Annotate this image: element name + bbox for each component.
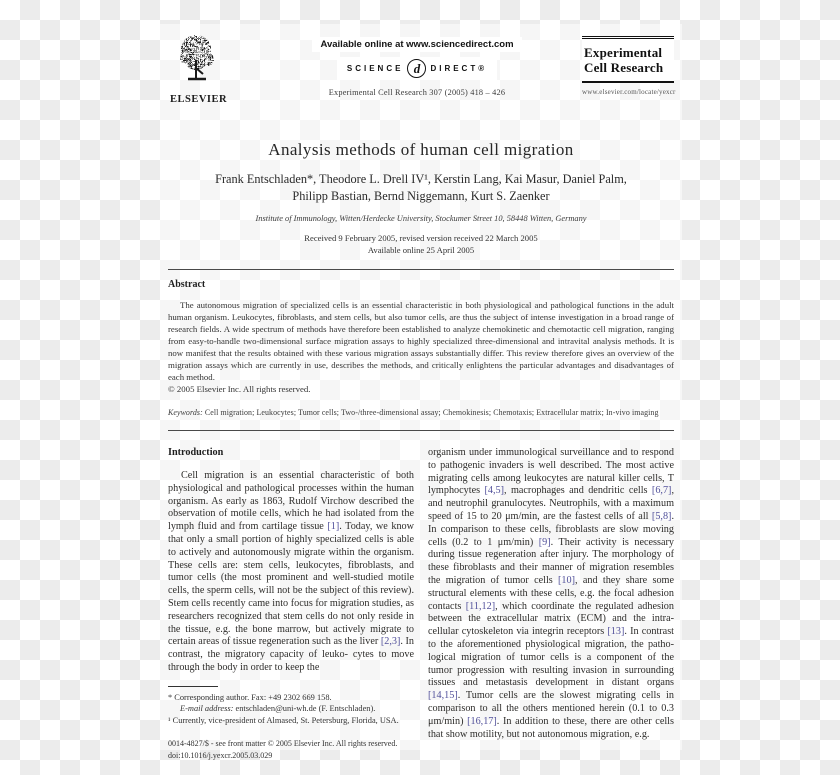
right-column	[428, 447, 674, 761]
footnote-corresponding-author: * Corresponding author. Fax: +49 2302 669 158.	[168, 692, 332, 702]
sciencedirect-logo[interactable]	[337, 57, 497, 80]
citation-link[interactable]: [5,8]	[651, 510, 672, 522]
keywords-bottom-rule	[168, 430, 674, 431]
abstract-heading: Abstract	[168, 279, 206, 290]
journal-citation-line: Experimental Cell Research 307 (2005) 418 – 426	[328, 88, 506, 97]
article-title: Analysis methods of human cell migration	[268, 140, 574, 159]
copyright-line: © 2005 Elsevier Inc. All rights reserved.	[168, 384, 311, 394]
journal-homepage-link[interactable]: www.elsevier.com/locate/yexcr	[582, 88, 676, 96]
journal-name-box	[582, 36, 674, 83]
doi-line: doi:10.1016/j.yexcr.2005.03.029	[168, 750, 273, 760]
right-column-paragraph: organism under immunological surveillance and to respond to pathogenic invaders is well described. The most active migrating cells among leukocytes are natural killer cells, T lymphocytes [4,5], macrophages and dendritic cells [6,7], and neutrophil granulocytes. Neutrophils, with a maximum speed of 15 to 20 μm/min, are the fastest cells of all [5,8]. In comparison to these cells, fibroblasts are slow moving cells (0.2 to 1 μm/min) [9]. Their activity is necessary during tissue regeneration after injury. The morphology of these fibroblasts and their manner of migration resembles the migration of tumor cells [10], and they share some structural elements with these cells, e.g. the focal adhesion contacts [11,12], which coordinate the regulated adhesion between the extracellular matrix (ECM) and the intra- cellular cytoskeleton via integrin receptors [13]. In contrast to the aforementioned physiological migration, the patho- logical migration of tumor cells is a component of the tumor progression with resulting invasion in surrounding tissues and metastasis development in distant organs [14,15]. Tumor cells are the slowest migrating cells in comparison to all the others mentioned herein (0.1 to 0.3 μm/min) [16,17]. In addition to these, there are other cells that show motility, but not autonomous migration, e.g.	[428, 447, 674, 740]
sciencedirect-science-text: SCIENCE	[346, 64, 404, 73]
journal-masthead	[582, 36, 674, 96]
journal-name-line1: Experimental	[584, 45, 663, 60]
sciencedirect-direct-text: DIRECT®	[430, 64, 488, 73]
citation-link[interactable]: [6,7]	[651, 485, 672, 497]
article-history	[168, 232, 674, 256]
keywords-line	[168, 408, 674, 417]
author-list	[168, 171, 674, 205]
authors-line-2: Philipp Bastian, Bernd Niggemann, Kurt S. Zaenker	[292, 189, 550, 203]
body-columns	[168, 447, 674, 761]
citation-link[interactable]: [13]	[607, 626, 625, 638]
sciencedirect-d-icon: d	[407, 59, 426, 78]
citation-link[interactable]: [10]	[558, 574, 576, 586]
imprint-block	[168, 738, 414, 761]
left-column	[168, 447, 414, 761]
elsevier-tree-icon	[176, 34, 218, 88]
issn-line: 0014-4827/$ - see front matter © 2005 Elsevier Inc. All rights reserved.	[168, 739, 398, 748]
elsevier-logo	[170, 34, 228, 105]
section-heading-introduction: Introduction	[168, 447, 224, 458]
paper-page	[160, 24, 682, 760]
available-online-date: Available online 25 April 2005	[367, 245, 475, 255]
available-online-link[interactable]: Available online at www.sciencedirect.com	[312, 37, 521, 52]
footnote-block	[168, 686, 414, 762]
journal-name-line2: Cell Research	[584, 59, 664, 75]
footnote-current-position: ¹ Currently, vice-president of Almased, St. Petersburg, Florida, USA.	[168, 715, 399, 725]
keywords-label: Keywords:	[168, 408, 203, 417]
footnote-rule	[168, 686, 218, 687]
citation-link[interactable]: [1]	[327, 521, 340, 533]
keywords-text: Cell migration; Leukocytes; Tumor cells; Two-/three-dimensional assay; Chemokinesis; Chemotaxis; Extracellular matrix; In-vivo imaging	[202, 408, 659, 417]
citation-link[interactable]: [14,15]	[428, 690, 458, 702]
journal-header	[168, 24, 674, 118]
affiliation: Institute of Immunology, Witten/Herdecke University, Stockumer Street 10, 58448 Witten, Germany	[255, 214, 587, 223]
received-date: Received 9 February 2005, revised version received 22 March 2005	[304, 233, 538, 243]
elsevier-wordmark: ELSEVIER	[170, 94, 228, 105]
email-label: E-mail address:	[180, 704, 234, 713]
citation-link[interactable]: [16,17]	[467, 715, 497, 727]
email-address-link[interactable]: entschladen@uni-wh.de (F. Entschladen).	[233, 704, 376, 713]
abstract-top-rule	[168, 269, 674, 270]
citation-link[interactable]: [9]	[538, 536, 551, 548]
citation-link[interactable]: [2,3]	[380, 636, 401, 648]
citation-link[interactable]: [11,12]	[465, 600, 496, 612]
citation-link[interactable]: [4,5]	[484, 485, 504, 497]
footnote-email	[168, 703, 414, 715]
authors-line-1: Frank Entschladen*, Theodore L. Drell IV¹, Kerstin Lang, Kai Masur, Daniel Palm,	[215, 172, 627, 186]
header-center-block	[296, 34, 538, 97]
abstract-text: The autonomous migration of specialized cells is an essential characteristic in both physiological and pathological functions in the adult human organism. Leukocytes, fibroblasts, and stem cells, but also tumor cells, are thus the subject of intense investigation in a broad range of research fields. A wide spectrum of methods have therefore been established to analyze chemokinetic and chemotactic cell migration, ranging from easy-to-handle two-dimensional surface migration assays to highly specialized three-dimensional and intravital analysis methods. It is now manifest that the results obtained with these various migration assays substantially differ. This review therefore gives an overview of the migration assays which are currently in use, describes the methods, and critically enlightens the particular advantages and disadvantages of each method.	[168, 300, 674, 382]
left-column-paragraph: Cell migration is an essential characteristic of both physiological and pathological processes within the human organism. As early as 1863, Rudolf Virchow described the observation of motile cells, which he had isolated from the lymph fluid and from cartilage tissue [1]. Today, we know that only a small portion of highly specialized cells is able to actively and autonomously migrate within the organism. These cells are: stem cells, leukocytes, fibroblasts, and tumor cells (the most prominent and well-studied motile cells, the sperm cells, will not be the subject of this review). Stem cells recently came into focus for migration studies, as researchers recognized that stem cells do not only reside in the tissue, e.g. the bone marrow, but actively migrate to certain areas of tissue regeneration such as the liver [2,3]. In contrast, the migratory capacity of leuko- cytes to move through the body in order to keep the	[168, 470, 414, 673]
